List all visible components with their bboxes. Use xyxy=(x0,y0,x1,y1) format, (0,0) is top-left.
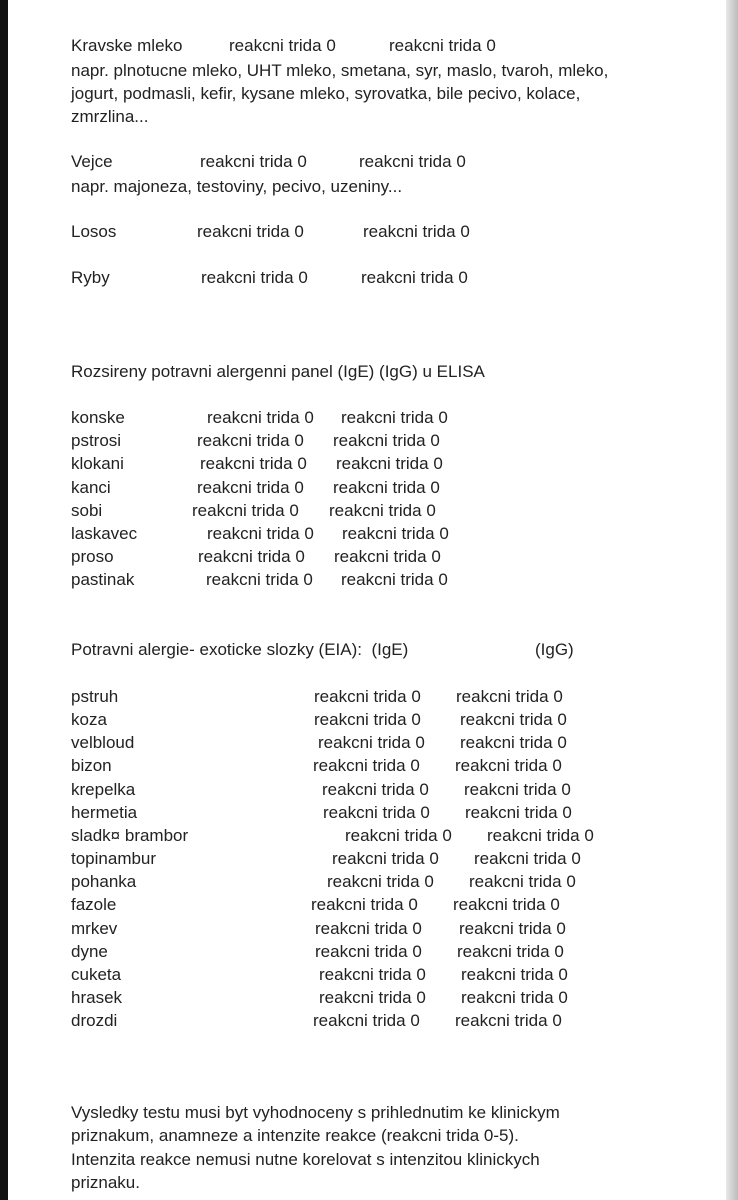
igg-result: reakcni trida 0 xyxy=(342,524,449,543)
igg-column-header: (IgG) xyxy=(535,640,574,659)
ige-result: reakcni trida 0 xyxy=(314,710,421,730)
allergen-name: sladk¤ brambor xyxy=(71,825,189,845)
igg-result: reakcni trida 0 xyxy=(457,941,564,961)
allergen-name: pohanka xyxy=(71,872,137,892)
ige-result: reakcni trida 0 xyxy=(207,524,314,543)
igg-result: reakcni trida 0 xyxy=(333,477,440,497)
ige-result: reakcni trida 0 xyxy=(200,152,307,171)
allergen-name: Losos xyxy=(71,222,117,241)
footer-note: priznaku. xyxy=(71,1172,140,1192)
allergen-name: konske xyxy=(71,408,125,427)
allergen-name: koza xyxy=(71,710,107,730)
igg-result: reakcni trida 0 xyxy=(455,756,562,776)
ige-result: reakcni trida 0 xyxy=(197,431,304,451)
igg-result: reakcni trida 0 xyxy=(474,849,581,869)
ige-result: reakcni trida 0 xyxy=(200,454,307,474)
igg-result: reakcni trida 0 xyxy=(363,222,470,241)
igg-result: reakcni trida 0 xyxy=(333,431,440,451)
ige-result: reakcni trida 0 xyxy=(323,802,430,822)
igg-result: reakcni trida 0 xyxy=(453,895,560,915)
igg-result: reakcni trida 0 xyxy=(359,152,466,171)
igg-result: reakcni trida 0 xyxy=(361,268,468,287)
igg-result: reakcni trida 0 xyxy=(455,1011,562,1031)
allergen-name: pstrosi xyxy=(71,431,122,451)
allergen-name: pastinak xyxy=(71,570,135,590)
igg-result: reakcni trida 0 xyxy=(456,687,563,706)
allergen-name: hrasek xyxy=(71,987,123,1007)
ige-result: reakcni trida 0 xyxy=(345,825,452,845)
allergen-name: Ryby xyxy=(71,268,110,287)
left-border xyxy=(0,0,8,1200)
ige-result: reakcni trida 0 xyxy=(311,895,418,915)
allergen-name: Kravske mleko xyxy=(71,36,183,55)
footer-note: Intenzita reakce nemusi nutne korelovat s intenzitou klinickych xyxy=(71,1149,540,1169)
ige-result: reakcni trida 0 xyxy=(315,941,422,961)
ige-result: reakcni trida 0 xyxy=(319,987,426,1007)
ige-result: reakcni trida 0 xyxy=(201,268,308,287)
allergen-examples: zmrzlina... xyxy=(71,107,149,126)
allergen-name: drozdi xyxy=(71,1011,118,1031)
ige-result: reakcni trida 0 xyxy=(198,547,305,567)
igg-result: reakcni trida 0 xyxy=(464,779,571,799)
section-title: Potravni alergie- exoticke slozky (EIA): (IgE) xyxy=(71,640,409,659)
allergen-name: hermetia xyxy=(71,802,138,822)
igg-result: reakcni trida 0 xyxy=(469,872,576,892)
allergen-name: bizon xyxy=(71,756,112,776)
ige-result: reakcni trida 0 xyxy=(197,477,304,497)
ige-result: reakcni trida 0 xyxy=(319,964,426,984)
allergen-name: Vejce xyxy=(71,152,113,171)
allergen-examples: napr. majoneza, testoviny, pecivo, uzeniny... xyxy=(71,177,403,196)
allergen-examples: jogurt, podmasli, kefir, kysane mleko, syrovatka, bile pecivo, kolace, xyxy=(71,84,581,103)
allergen-examples: napr. plnotucne mleko, UHT mleko, smetana, syr, maslo, tvaroh, mleko, xyxy=(71,61,609,80)
section-title: Rozsireny potravni alergenni panel (IgE) (IgG) u ELISA xyxy=(71,362,485,381)
ige-result: reakcni trida 0 xyxy=(327,872,434,892)
ige-result: reakcni trida 0 xyxy=(322,779,429,799)
igg-result: reakcni trida 0 xyxy=(459,918,566,938)
ige-result: reakcni trida 0 xyxy=(314,687,421,706)
igg-result: reakcni trida 0 xyxy=(461,964,568,984)
igg-result: reakcni trida 0 xyxy=(460,710,567,730)
allergen-name: proso xyxy=(71,547,114,567)
ige-result: reakcni trida 0 xyxy=(207,408,314,427)
right-border xyxy=(726,0,738,1200)
ige-result: reakcni trida 0 xyxy=(318,733,425,753)
footer-note: priznakum, anamneze a intenzite reakce (reakcni trida 0-5). xyxy=(71,1126,519,1146)
igg-result: reakcni trida 0 xyxy=(336,454,443,474)
ige-result: reakcni trida 0 xyxy=(313,756,420,776)
igg-result: reakcni trida 0 xyxy=(329,500,436,520)
ige-result: reakcni trida 0 xyxy=(206,570,313,590)
ige-result: reakcni trida 0 xyxy=(332,849,439,869)
ige-result: reakcni trida 0 xyxy=(313,1011,420,1031)
allergen-name: krepelka xyxy=(71,779,136,799)
igg-result: reakcni trida 0 xyxy=(334,547,441,567)
allergen-name: pstruh xyxy=(71,687,119,706)
allergen-name: laskavec xyxy=(71,524,138,543)
igg-result: reakcni trida 0 xyxy=(341,408,448,427)
allergen-name: kanci xyxy=(71,477,111,497)
igg-result: reakcni trida 0 xyxy=(341,570,448,590)
ige-result: reakcni trida 0 xyxy=(315,918,422,938)
allergen-name: cuketa xyxy=(71,964,122,984)
allergen-name: velbloud xyxy=(71,733,135,753)
allergen-name: fazole xyxy=(71,895,117,915)
allergen-name: klokani xyxy=(71,454,124,474)
igg-result: reakcni trida 0 xyxy=(461,987,568,1007)
igg-result: reakcni trida 0 xyxy=(460,733,567,753)
ige-result: reakcni trida 0 xyxy=(197,222,304,241)
igg-result: reakcni trida 0 xyxy=(487,825,594,845)
allergen-name: sobi xyxy=(71,500,103,520)
igg-result: reakcni trida 0 xyxy=(389,36,496,55)
allergen-name: topinambur xyxy=(71,849,157,869)
allergen-name: mrkev xyxy=(71,918,118,938)
footer-note: Vysledky testu musi byt vyhodnoceny s prihlednutim ke klinickym xyxy=(71,1103,560,1122)
igg-result: reakcni trida 0 xyxy=(465,802,572,822)
ige-result: reakcni trida 0 xyxy=(192,500,299,520)
allergen-name: dyne xyxy=(71,941,108,961)
ige-result: reakcni trida 0 xyxy=(229,36,336,55)
